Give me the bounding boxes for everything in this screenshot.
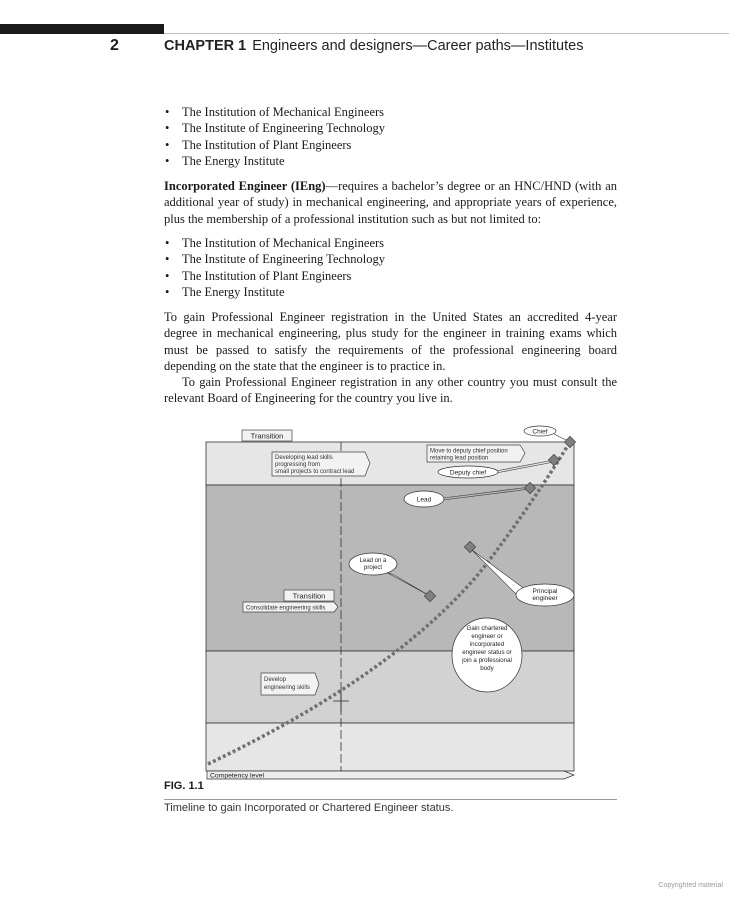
gain-chartered-line: engineer or (471, 633, 503, 640)
list-item: • The Institution of Plant Engineers (164, 268, 617, 284)
lead-label: Lead (416, 496, 432, 504)
header-bar (0, 24, 164, 34)
caption-rule (164, 799, 617, 800)
list-item: • The Institute of Engineering Technology (164, 251, 617, 267)
figure-label: FIG. 1.1 (164, 780, 204, 792)
list-item: • The Institution of Mechanical Engineers (164, 235, 617, 251)
develop-skills-line: Develop (264, 677, 287, 683)
competency-level-label: Competency level (210, 772, 265, 780)
chief-label: Chief (532, 428, 548, 436)
career-timeline-figure (200, 422, 585, 784)
lead-on-project-line: Lead on a (359, 558, 387, 564)
band-bottom (206, 723, 574, 771)
gain-chartered-line: Gain chartered (466, 625, 508, 632)
institution-list-2 (164, 235, 617, 300)
principal-engineer-line: engineer (532, 595, 558, 602)
chapter-header (164, 38, 583, 54)
list-item: • The Institution of Plant Engineers (164, 137, 617, 153)
ieng-paragraph (164, 178, 617, 227)
lead-on-project-callout (349, 553, 397, 575)
institution-list-1 (164, 104, 617, 169)
us-registration-paragraph: To gain Professional Engineer registration in the United States an accredited 4-year degree in mechanical engineering, plus study for the engineer in training exams which must be passed to satisfy the requirements of the professional engineering board depending on the state that the engineer is to practice in. To gain Professional Engineer registration in any other country you must consult the relevant Board of Engineering for the country you live in. (164, 310, 617, 406)
gain-chartered-line: join a professional (462, 657, 512, 664)
developing-lead-line: small projects to contract lead (275, 469, 355, 475)
list-item: • The Institution of Mechanical Engineers (164, 104, 617, 120)
list-item: • The Institute of Engineering Technology (164, 120, 617, 136)
develop-skills-line: engineering skills (264, 685, 311, 691)
header-rule (164, 33, 729, 34)
consolidate-label: Consolidate engineering skills (246, 605, 326, 612)
gain-chartered-line: incorporated (469, 641, 505, 648)
list-item: • The Energy Institute (164, 153, 617, 169)
move-deputy-line: Move to deputy chief position (430, 448, 508, 455)
gain-chartered-line: engineer status or (462, 649, 512, 656)
chapter-title: Engineers and designers—Career paths—Institutes (252, 38, 584, 54)
list-item: • The Energy Institute (164, 284, 617, 300)
transition-top-label: Transition (250, 431, 284, 441)
ieng-text: —requires a bachelor’s degree or an HNC/HND (with an additional year of study) in mechanical engineering, and appropriate years of experience, plus the membership of a professional institution such as but not limited to: (164, 179, 617, 226)
lead-on-project-line: project (363, 565, 383, 571)
deputy-chief-label: Deputy chief (449, 469, 487, 477)
ieng-term: Incorporated Engineer (IEng) (164, 179, 326, 193)
copyright-notice: Copyrighted material (658, 882, 723, 889)
gain-chartered-line: body (480, 665, 494, 672)
page-number: 2 (110, 37, 119, 54)
figure-caption: Timeline to gain Incorporated or Chartered Engineer status. (164, 802, 454, 814)
developing-lead-line: progressing from (275, 462, 321, 468)
other-country-paragraph: To gain Professional Engineer registration in any other country you must consult the relevant Board of Engineering for the country you live in. (164, 375, 617, 406)
move-deputy-line: retaining lead position (430, 455, 489, 462)
transition-mid-label: Transition (292, 591, 326, 601)
chapter-label: CHAPTER 1 (164, 38, 247, 54)
developing-lead-line: Developing lead skills (275, 455, 333, 461)
principal-engineer-line: Principal (532, 588, 558, 595)
